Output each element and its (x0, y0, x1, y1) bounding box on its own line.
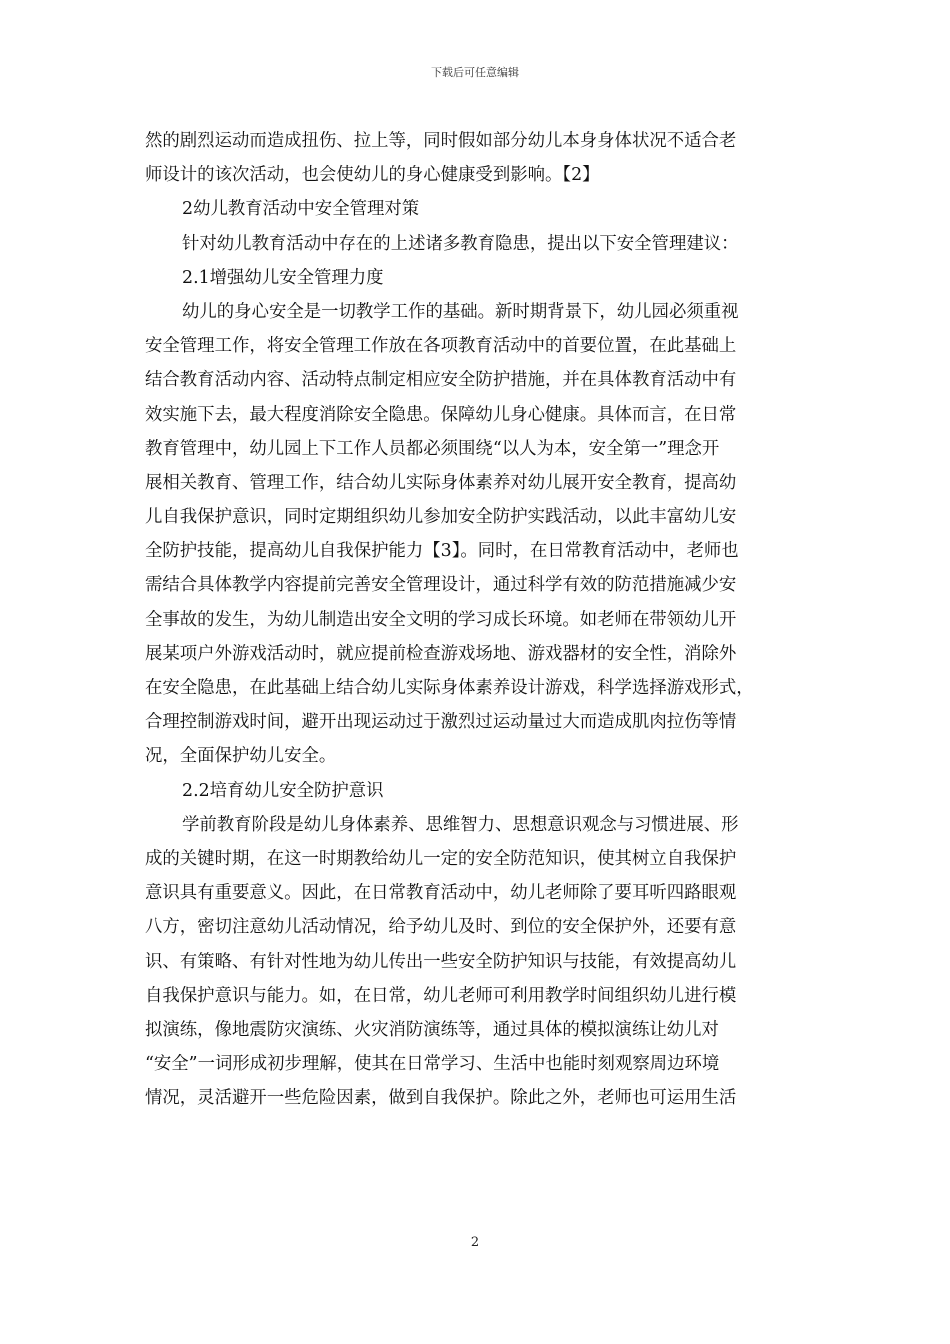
page-header (0, 66, 950, 80)
body-paragraph (145, 227, 805, 261)
section-heading (145, 261, 805, 295)
text-line: 意识具有重要意义。因此，在日常教育活动中，幼儿老师除了要耳听四路眼观 (145, 883, 737, 904)
page-number-text: 2 (470, 1235, 480, 1250)
text-line: 合理控制游戏时间，避开出现运动过于激烈过运动量过大而造成肌肉拉伤等情 (145, 712, 737, 733)
body-paragraph (145, 808, 805, 1116)
text-line: 况，全面保护幼儿安全。 (145, 746, 337, 767)
text-line: 结合教育活动内容、活动特点制定相应安全防护措施，并在具体教育活动中有 (145, 370, 737, 391)
text-line: 安全管理工作，将安全管理工作放在各项教育活动中的首要位置，在此基础上 (145, 336, 737, 357)
text-line: 展某项户外游戏活动时，就应提前检查游戏场地、游戏器材的安全性，消除外 (145, 643, 737, 664)
section-heading (145, 192, 805, 226)
text-line: 拟演练，像地震防灾演练、火灾消防演练等，通过具体的模拟演练让幼儿对 (145, 1019, 719, 1040)
text-line: 幼儿的身心安全是一切教学工作的基础。新时期背景下，幼儿园必须重视 (182, 301, 739, 322)
text-line: 儿自我保护意识，同时定期组织幼儿参加安全防护实践活动，以此丰富幼儿安 (145, 507, 737, 528)
text-line: 2幼儿教育活动中安全管理对策 (182, 199, 420, 220)
text-line: 成的关键时期，在这一时期教给幼儿一定的安全防范知识，使其树立自我保护 (145, 848, 737, 869)
body-paragraph (145, 124, 805, 192)
text-line: 全事故的发生，为幼儿制造出安全文明的学习成长环境。如老师在带领幼儿开 (145, 609, 737, 630)
text-line: 需结合具体教学内容提前完善安全管理设计，通过科学有效的防范措施减少安 (145, 575, 737, 596)
header-text: 下载后可任意编辑 (431, 66, 519, 79)
text-line: 八方，密切注意幼儿活动情况，给予幼儿及时、到位的安全保护外，还要有意 (145, 917, 737, 938)
text-line: 自我保护意识与能力。如，在日常，幼儿老师可利用教学时间组织幼儿进行模 (145, 985, 737, 1006)
document-body (145, 124, 805, 1115)
text-line: 学前教育阶段是幼儿身体素养、思维智力、思想意识观念与习惯进展、形 (182, 814, 739, 835)
text-line: 情况，灵活避开一些危险因素，做到自我保护。除此之外，老师也可运用生活 (145, 1088, 737, 1109)
text-line: 教育管理中，幼儿园上下工作人员都必须围绕“以人为本，安全第一”理念开 (145, 438, 720, 459)
text-line: 在安全隐患，在此基础上结合幼儿实际身体素养设计游戏，科学选择游戏形式， (145, 678, 754, 698)
section-heading (145, 774, 805, 808)
text-line: 针对幼儿教育活动中存在的上述诸多教育隐患，提出以下安全管理建议： (182, 233, 739, 254)
text-line: 2.1增强幼儿安全管理力度 (182, 267, 384, 288)
page-number (0, 1235, 950, 1251)
text-line: 效实施下去，最大程度消除安全隐患。保障幼儿身心健康。具体而言，在日常 (145, 404, 737, 425)
text-line: 展相关教育、管理工作，结合幼儿实际身体素养对幼儿展开安全教育，提高幼 (145, 472, 737, 493)
body-paragraph (145, 295, 805, 774)
text-line: 师设计的该次活动，也会使幼儿的身心健康受到影响。【2】 (145, 165, 600, 186)
text-line: 识、有策略、有针对性地为幼儿传出一些安全防护知识与技能，有效提高幼儿 (145, 951, 737, 972)
text-line: “安全”一词形成初步理解，使其在日常学习、生活中也能时刻观察周边环境 (145, 1054, 720, 1075)
text-line: 2.2培育幼儿安全防护意识 (182, 780, 384, 801)
text-line: 全防护技能，提高幼儿自我保护能力【3】。同时，在日常教育活动中，老师也 (145, 541, 739, 562)
text-line: 然的剧烈运动而造成扭伤、拉上等，同时假如部分幼儿本身身体状况不适合老 (145, 131, 737, 151)
